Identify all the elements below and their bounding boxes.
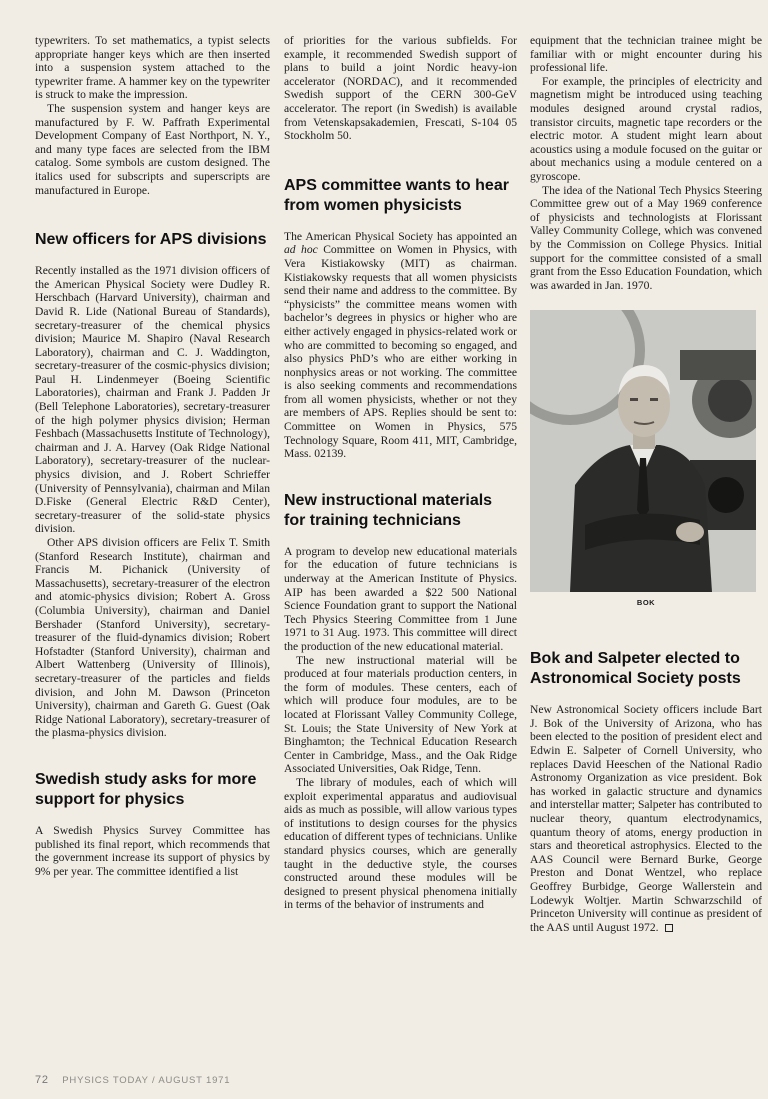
photo-caption: BOK bbox=[636, 598, 656, 608]
body-paragraph: equipment that the technician trainee might be familiar with or might encounter during his professional life. bbox=[530, 34, 762, 75]
headline-swedish-study: Swedish study asks for more support for physics bbox=[35, 770, 257, 808]
body-paragraph: typewriters. To set mathematics, a typist selects appropriate hanger keys which are then inserted into a suspension system attached to the typewriter frame. A hammer key on the typewriter is struck to make the impression. bbox=[35, 34, 270, 102]
column-left bbox=[35, 34, 270, 878]
headline-instructional-materials: New instructional materials for training technicians bbox=[284, 491, 493, 529]
headline-new-officers: New officers for APS divisions bbox=[35, 231, 267, 249]
body-paragraph: of priorities for the various subfields. For example, it recommended Swedish support of plans to build a joint Nordic heavy-ion accelerator (NORDAC), and it recommended Swedish support of the CERN 300-GeV accelerator. The report (in Swedish) is available from Vetenskapsakademien, Frescati, S-104 05 Stockholm 50. bbox=[284, 34, 517, 143]
headline-aps-committee: APS committee wants to hear from women physicists bbox=[284, 176, 509, 214]
body-paragraph bbox=[284, 230, 517, 461]
body-paragraph: A program to develop new educational materials for the education of future technicians is underway at the American Institute of Physics. AIP has been awarded a $22 500 National Science Foundation grant to support the National Tech Physics Steering Committee from 1 June 1971 to 31 Aug. 1973. This committee will direct the production of the new educational material. bbox=[284, 544, 517, 653]
body-paragraph: A Swedish Physics Survey Committee has published its final report, which recommends that the government increase its support of physics by 9% per year. The committee identified a list bbox=[35, 823, 270, 878]
text-run: The American Physical Society has appointed an bbox=[284, 229, 517, 243]
body-paragraph bbox=[530, 703, 762, 934]
body-paragraph: For example, the principles of electricity and magnetism might be introduced using teaching modules designed around crystal radios, transistor circuits, magnetic tape recorders or the electric motor. A student might learn about acoustics using a module focused on the guitar or about mechanics using a module centered on a gyroscope. bbox=[530, 74, 762, 183]
body-paragraph: Recently installed as the 1971 division officers of the American Physical Society were Dudley R. Herschbach (Harvard University), chairman and David R. Lide (National Bureau of Standards), secretary-treasurer of the chemical physics division; Maurice M. Shapiro (Naval Research Laboratory), chairman and C. J. Waddington, secretary-treasurer of the cosmic-physics division; Paul H. Lindenmeyer (Boeing Scientific Laboratories), chairman and Frank J. Padden Jr (Bell Telephone Laboratories), secretary-treasurer of the high polymer physics division; Herman Feshbach (Massachusetts Institute of Technology), chairman and J. A. Harvey (Oak Ridge National Laboratory), secretary-treasurer of the nuclear-physics division, and J. Robert Schrieffer (University of Pennsylvania), chairman and Milan D.Fiske (General Electric R&D Center), secretary-treasurer of the solid-state physics division. bbox=[35, 264, 270, 536]
bok-portrait-illustration bbox=[530, 310, 756, 592]
headline-bok-salpeter: Bok and Salpeter elected to Astronomical Society posts bbox=[530, 650, 741, 688]
text-run: New Astronomical Society officers include Bart J. Bok of the University of Arizona, who has been elected to the position of president elect and Edwin E. Salpeter of Cornell University, who replaces David Heeschen of the National Radio Astronomy Organization as vice president. Bok has worked in galactic structure and dynamics and interstellar matter; Salpeter has contributed to nuclear theory, quantum electrodynamics, quantum theory of atoms, energy production in stars and theoretical astrophysics. Elected to the AAS Council were Bernard Burke, George Preston and Donat Wentzel, who replace Geoffrey Burbidge, George Wallerstein and Lodewyk Woltjer. Martin Schwarzschild of Princeton University will continue as president of the AAS until August 1972. bbox=[530, 703, 762, 934]
text-run: Committee on Women in Physics, with Vera Kistiakowsky (MIT) as chairman. Kistiakowsky requests that all women physicists send their name and address to the committee. By “physicists” the committee means women with bachelor’s degrees in physics or higher who are either actively engaged in physics-related work or who are committed to becoming so engaged, and also physics PhD’s who are either working in nonphysics areas or not working. The committee is also seeking comments and recommendations from all women physicists, whether or not they are members of APS. Replies should be sent to: Committee on Women in Physics, 575 Technology Square, Room 411, MIT, Cambridge, Mass. 02139. bbox=[284, 243, 517, 461]
body-paragraph: Other APS division officers are Felix T. Smith (Stanford Research Institute), chairman and Francis M. Pichanick (University of Massachusetts), secretary-treasurer of the electron and atomic-physics division; Robert A. Gross (Columbia University), chairman and Daniel Bershader (Stanford University), secretary-treasurer of the fluid-dynamics division; Robert Hofstadter (Stanford University), chairman and Albert Wattenberg (University of Illinois), secretary-treasurer of the particles and fields division, and John M. Dawson (Princeton University), chairman and Gareth G. Guest (Oak Ridge National Laboratory), secretary-treasurer of the plasma-physics division. bbox=[35, 536, 270, 740]
end-of-article-mark bbox=[665, 924, 673, 932]
column-middle bbox=[284, 34, 517, 912]
body-paragraph: The idea of the National Tech Physics Steering Committee grew out of a May 1969 conference of physicists and technologists at Florissant Valley Community College, which was convened by the Commission on College Physics. Initial support for the committee consisted of a small grant from the Esso Education Foundation, which was awarded in Jan. 1970. bbox=[530, 183, 762, 292]
column-right bbox=[530, 34, 762, 934]
italic-text: ad hoc bbox=[284, 243, 318, 257]
body-paragraph: The library of modules, each of which will exploit experimental apparatus and audiovisual aids as much as possible, will allow various types of institutions to design courses for the physics education of different types of technicians. Unlike standard physics courses, which are generally taught in the deductive style, the courses constructed around these modules will be designed to present physical phenomena initially in terms of the behavior of instruments and bbox=[284, 775, 517, 912]
page-footer bbox=[35, 1074, 230, 1086]
journal-running-foot: PHYSICS TODAY / AUGUST 1971 bbox=[62, 1075, 231, 1086]
page-number: 72 bbox=[35, 1074, 49, 1086]
body-paragraph: The suspension system and hanger keys are manufactured by F. W. Paffrath Experimental Development Company of East Northport, N. Y., and many type faces are selected from the IBM catalog. Some symbols are custom designed. The italics used for subscripts and superscripts are manufactured in Europe. bbox=[35, 101, 270, 197]
body-paragraph: The new instructional material will be produced at four materials production centers, in the form of modules. These centers, each of which will produce four modules, are to be located at Florissant Valley Community College, St. Louis; the State University of New York at Binghamton; the Technical Education Research Center in Cambridge, Mass., and the Oak Ridge Associated Universities, Oak Ridge, Tenn. bbox=[284, 653, 517, 776]
bok-photo bbox=[530, 310, 756, 592]
